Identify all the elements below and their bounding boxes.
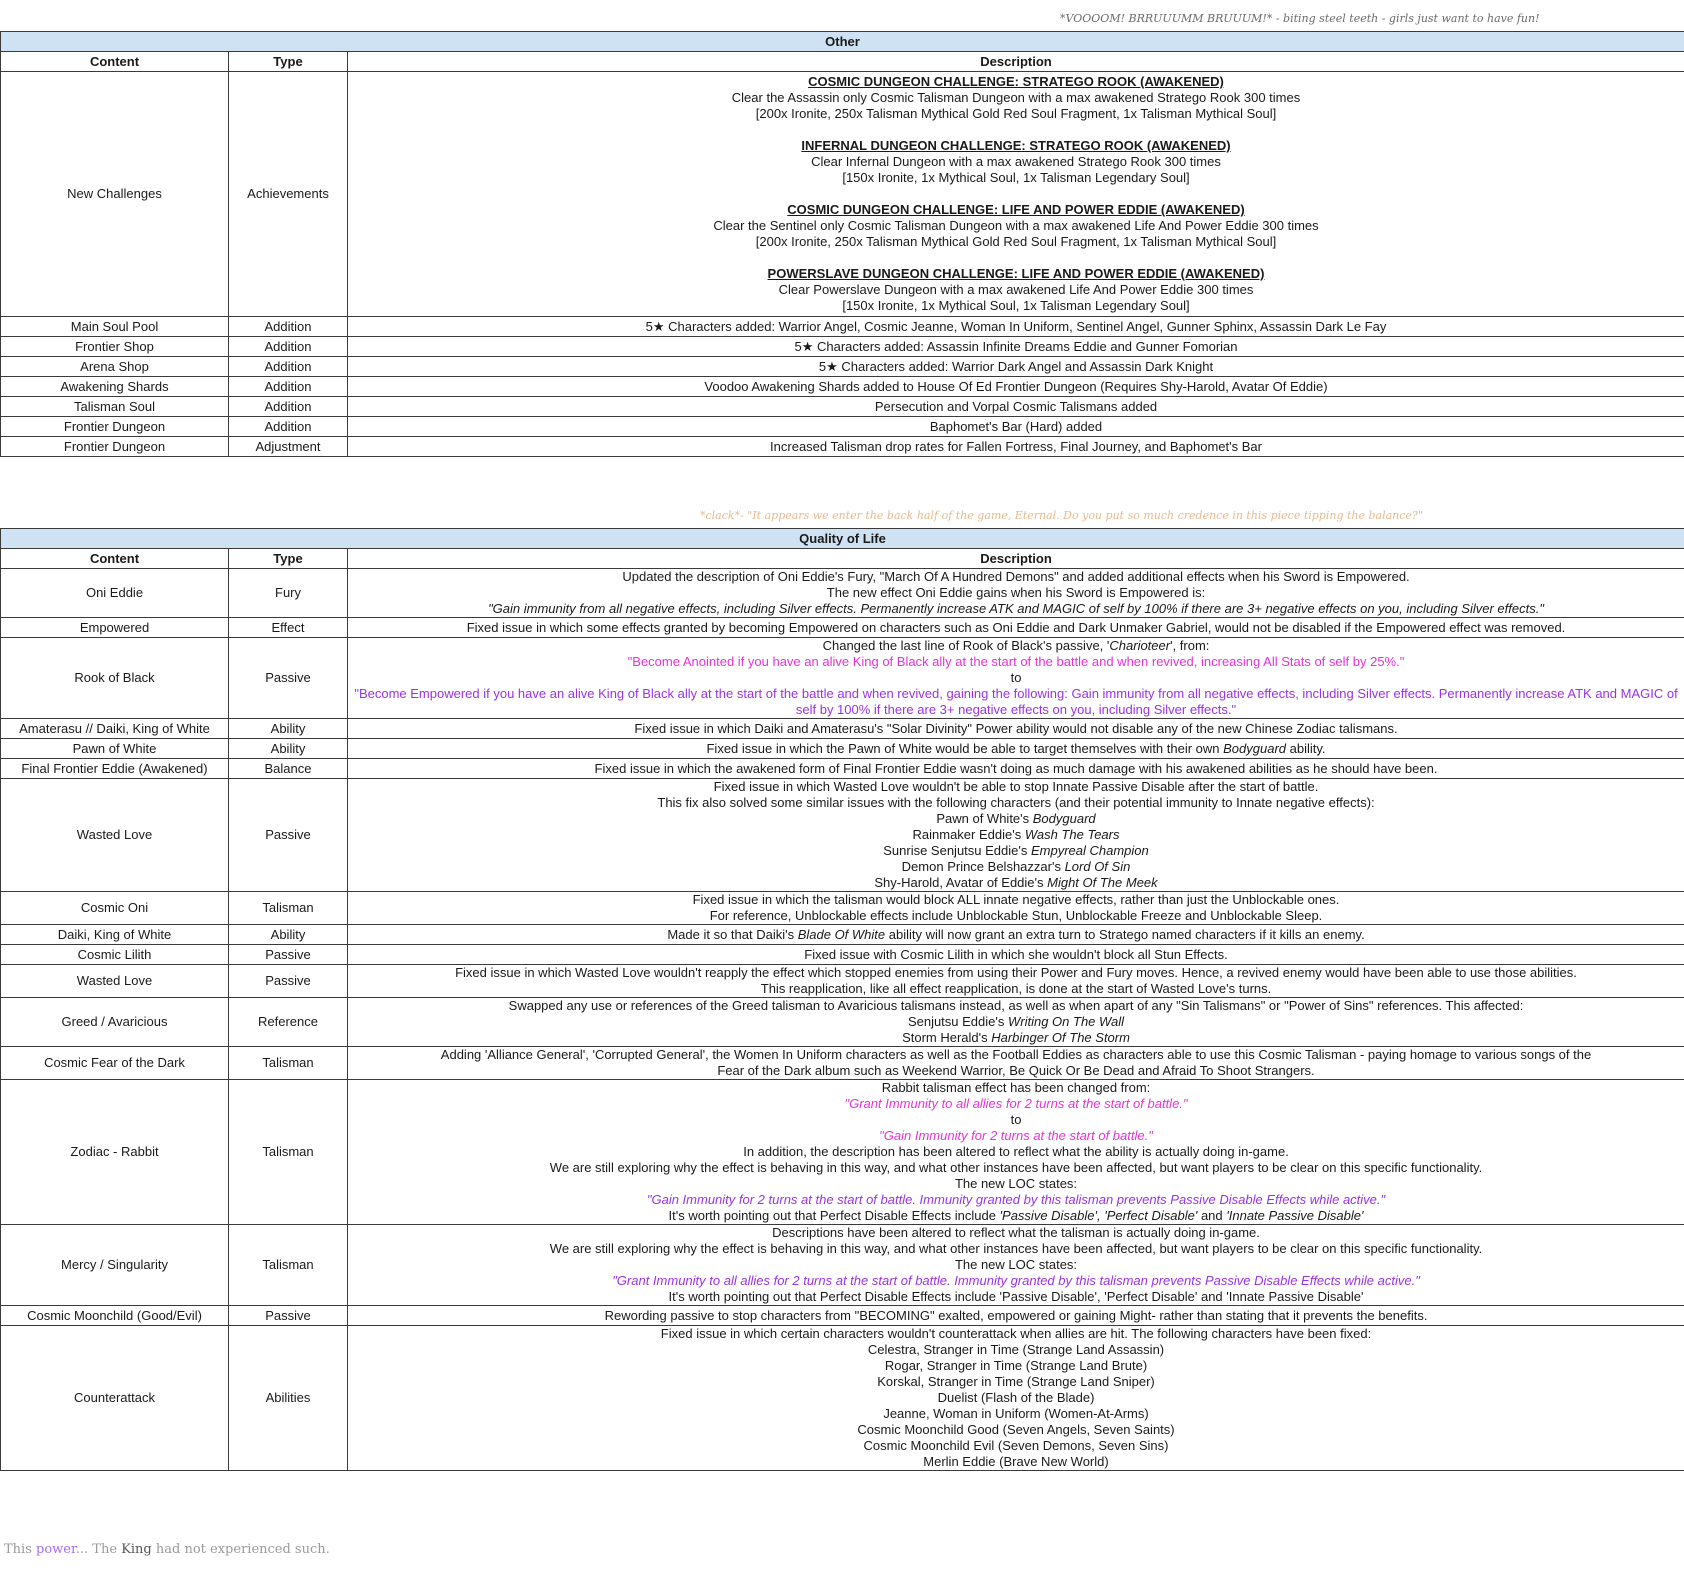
- section-title-other: Other: [1, 32, 1684, 52]
- content-cell: Final Frontier Eddie (Awakened): [1, 759, 229, 779]
- type-cell: Adjustment: [229, 437, 348, 457]
- loc-text: "Gain Immunity for 2 turns at the start of battle. Immunity granted by this talisman prevents Passive Disable Effects while active.": [646, 1192, 1386, 1207]
- type-cell: Abilities: [229, 1326, 348, 1471]
- type-cell: Talisman: [229, 892, 348, 925]
- content-cell: Frontier Shop: [1, 337, 229, 357]
- description-cell: [348, 569, 1684, 618]
- desc-line: Swapped any use or references of the Greed talisman to Avaricious talismans instead, as well as when apart of any "Sin Talismans" or "Power of Sins" references. This affected:: [508, 998, 1524, 1013]
- section-title-qol: Quality of Life: [1, 529, 1684, 549]
- list-item: Merlin Eddie (Brave New World): [923, 1454, 1109, 1469]
- description-cell: [348, 72, 1684, 317]
- description-cell: Fixed issue in which some effects granted by becoming Empowered on characters such as Oni Eddie and Dark Unmaker Gabriel, would not be disabled if the Empowered effect was removed.: [348, 618, 1684, 638]
- table-row: [1, 1326, 1684, 1471]
- table-row: [1, 377, 1684, 397]
- content-cell: Cosmic Lilith: [1, 945, 229, 965]
- type-cell: Ability: [229, 719, 348, 739]
- type-cell: Reference: [229, 998, 348, 1047]
- table-row: [1, 719, 1684, 739]
- type-cell: Passive: [229, 638, 348, 719]
- type-cell: Addition: [229, 357, 348, 377]
- type-cell: Passive: [229, 965, 348, 998]
- challenge-title: POWERSLAVE DUNGEON CHALLENGE: LIFE AND POWER EDDIE (AWAKENED): [767, 266, 1265, 281]
- list-item: Duelist (Flash of the Blade): [937, 1390, 1095, 1405]
- list-item: Cosmic Moonchild Evil (Seven Demons, Seven Sins): [863, 1438, 1169, 1453]
- description-cell: 5★ Characters added: Assassin Infinite Dreams Eddie and Gunner Fomorian: [348, 337, 1684, 357]
- type-cell: Effect: [229, 618, 348, 638]
- challenge-line: Clear Infernal Dungeon with a max awakened Stratego Rook 300 times: [811, 154, 1221, 169]
- content-cell: Empowered: [1, 618, 229, 638]
- text-span: ability.: [1286, 740, 1326, 756]
- type-cell: Fury: [229, 569, 348, 618]
- content-cell: Talisman Soul: [1, 397, 229, 417]
- challenge-reward: [200x Ironite, 250x Talisman Mythical Gold Red Soul Fragment, 1x Talisman Mythical Soul]: [755, 234, 1277, 249]
- content-cell: Awakening Shards: [1, 377, 229, 397]
- table-row: [1, 998, 1684, 1047]
- description-cell: Persecution and Vorpal Cosmic Talismans added: [348, 397, 1684, 417]
- description-cell: [348, 1080, 1684, 1225]
- description-cell: Baphomet's Bar (Hard) added: [348, 417, 1684, 437]
- text-span: Fixed issue in which the Pawn of White would be able to target themselves with their own: [706, 740, 1224, 756]
- list-item: Rogar, Stranger in Time (Strange Land Brute): [884, 1358, 1148, 1373]
- table-row: [1, 779, 1684, 892]
- content-cell: Rook of Black: [1, 638, 229, 719]
- table-row: [1, 759, 1684, 779]
- description-cell: Fixed issue in which Daiki and Amaterasu's "Solar Divinity" Power ability would not disable any of the new Chinese Zodiac talismans.: [348, 719, 1684, 739]
- description-cell: [348, 779, 1684, 892]
- content-cell: Cosmic Oni: [1, 892, 229, 925]
- new-text: "Gain Immunity for 2 turns at the start of battle.": [879, 1128, 1153, 1143]
- list-item: Storm Herald's Harbinger Of The Storm: [902, 1030, 1130, 1045]
- content-cell: Cosmic Moonchild (Good/Evil): [1, 1306, 229, 1326]
- challenge-reward: [150x Ironite, 1x Mythical Soul, 1x Talisman Legendary Soul]: [842, 298, 1190, 313]
- content-cell: Daiki, King of White: [1, 925, 229, 945]
- challenge-title: COSMIC DUNGEON CHALLENGE: STRATEGO ROOK (AWAKENED): [808, 74, 1224, 89]
- list-item: Celestra, Stranger in Time (Strange Land Assassin): [867, 1342, 1165, 1357]
- desc-line: In addition, the description has been altered to reflect what the ability is actually doing in-game.: [743, 1144, 1289, 1159]
- description-cell: Fixed issue with Cosmic Lilith in which she wouldn't block all Stun Effects.: [348, 945, 1684, 965]
- desc-line: Fixed issue in which Wasted Love wouldn't be able to stop Innate Passive Disable after the start of battle.: [713, 779, 1319, 794]
- desc-line: Rabbit talisman effect has been changed from:: [881, 1080, 1151, 1095]
- table-row: [1, 397, 1684, 417]
- content-cell: Frontier Dungeon: [1, 437, 229, 457]
- desc-line: Fixed issue in which Wasted Love wouldn't reapply the effect which stopped enemies from using their Power and Fury moves. Hence, a revived enemy would have been able to use those abilities.: [455, 965, 1577, 980]
- table-row: [1, 1047, 1684, 1080]
- type-cell: Talisman: [229, 1047, 348, 1080]
- type-cell: Addition: [229, 337, 348, 357]
- old-text: "Grant Immunity to all allies for 2 turns at the start of battle.": [844, 1096, 1188, 1111]
- desc-line: Fixed issue in which certain characters wouldn't counterattack when allies are hit. The following characters have been fixed:: [660, 1326, 1372, 1341]
- challenge-title: INFERNAL DUNGEON CHALLENGE: STRATEGO ROOK (AWAKENED): [801, 138, 1231, 153]
- table-row: [1, 437, 1684, 457]
- column-header-content: Content: [1, 52, 229, 72]
- description-cell: Fixed issue in which the awakened form of Final Frontier Eddie wasn't doing as much damage with his awakened abilities as he should have been.: [348, 759, 1684, 779]
- description-cell: [348, 998, 1684, 1047]
- desc-line: Fear of the Dark album such as Weekend Warrior, Be Quick Or Be Dead and Afraid To Shoot Strangers.: [717, 1063, 1315, 1078]
- table-row: [1, 892, 1684, 925]
- type-cell: Achievements: [229, 72, 348, 317]
- text-span: Made it so that Daiki's: [667, 926, 798, 942]
- challenge-reward: [150x Ironite, 1x Mythical Soul, 1x Talisman Legendary Soul]: [842, 170, 1190, 185]
- table-row: [1, 1080, 1684, 1225]
- description-cell: [348, 1326, 1684, 1471]
- text-span: Changed the last line of Rook of Black's passive, ': [822, 638, 1110, 653]
- description-cell: [348, 638, 1684, 719]
- challenge-line: Clear the Sentinel only Cosmic Talisman Dungeon with a max awakened Life And Power Eddie 300 times: [713, 218, 1319, 233]
- column-header-description: Description: [348, 549, 1684, 569]
- description-cell: [348, 1047, 1684, 1080]
- ability-name: Bodyguard: [1223, 740, 1287, 756]
- type-cell: Addition: [229, 417, 348, 437]
- desc-line: Updated the description of Oni Eddie's Fury, "March Of A Hundred Demons" and added additional effects when his Sword is Empowered.: [622, 569, 1410, 584]
- desc-line: Adding 'Alliance General', 'Corrupted General', the Women In Uniform characters as well as the Football Eddies as characters able to use this Cosmic Talisman - paying homage to various songs of the: [440, 1047, 1592, 1062]
- desc-line: We are still exploring why the effect is behaving in this way, and what other instances have been affected, but want players to be clear on this specific functionality.: [549, 1241, 1483, 1256]
- list-item: Demon Prince Belshazzar's Lord Of Sin: [901, 859, 1131, 874]
- table-row: [1, 638, 1684, 719]
- column-header-content: Content: [1, 549, 229, 569]
- desc-line: This fix also solved some similar issues with the following characters (and their potential immunity to Innate negative effects):: [657, 795, 1375, 810]
- content-cell: Arena Shop: [1, 357, 229, 377]
- type-cell: Ability: [229, 739, 348, 759]
- table-row: [1, 945, 1684, 965]
- flavor-quote-middle: *clack*- "It appears we enter the back half of the game, Eternal. Do you put so much credence in this piece tipping the balance?": [700, 509, 1423, 522]
- content-cell: Pawn of White: [1, 739, 229, 759]
- description-cell: Voodoo Awakening Shards added to House Of Ed Frontier Dungeon (Requires Shy-Harold, Avatar Of Eddie): [348, 377, 1684, 397]
- quality-of-life-table: [0, 528, 1684, 1471]
- table-row: [1, 317, 1684, 337]
- challenge-line: Clear the Assassin only Cosmic Talisman Dungeon with a max awakened Stratego Rook 300 times: [731, 90, 1301, 105]
- table-row: [1, 1306, 1684, 1326]
- table-row: [1, 965, 1684, 998]
- type-cell: Balance: [229, 759, 348, 779]
- desc-line: The new effect Oni Eddie gains when his Sword is Empowered is:: [826, 585, 1206, 600]
- desc-quote: "Gain immunity from all negative effects, including Silver effects. Permanently increase ATK and MAGIC of self by 100% if there are 3+ negative effects on you, including Silver effects.": [488, 601, 1544, 616]
- desc-line: to: [1010, 670, 1022, 685]
- content-cell: New Challenges: [1, 72, 229, 317]
- table-row: [1, 925, 1684, 945]
- challenge-reward: [200x Ironite, 250x Talisman Mythical Gold Red Soul Fragment, 1x Talisman Mythical Soul]: [755, 106, 1277, 121]
- list-item: Pawn of White's Bodyguard: [936, 811, 1096, 826]
- desc-line: to: [1010, 1112, 1022, 1127]
- desc-line: The new LOC states:: [954, 1176, 1078, 1191]
- desc-line: Fixed issue in which the talisman would block ALL innate negative effects, rather than just the Unblockable ones.: [692, 892, 1340, 907]
- description-cell: 5★ Characters added: Warrior Dark Angel and Assassin Dark Knight: [348, 357, 1684, 377]
- loc-text: "Grant Immunity to all allies for 2 turns at the start of battle. Immunity granted by this talisman prevents Passive Disable Effects while active.": [612, 1273, 1420, 1288]
- ability-name: Charioteer: [1109, 638, 1171, 653]
- type-cell: Addition: [229, 317, 348, 337]
- table-row: [1, 417, 1684, 437]
- content-cell: Greed / Avaricious: [1, 998, 229, 1047]
- list-item: Cosmic Moonchild Good (Seven Angels, Seven Saints): [857, 1422, 1175, 1437]
- type-cell: Talisman: [229, 1225, 348, 1306]
- table-row: [1, 1225, 1684, 1306]
- desc-line: It's worth pointing out that Perfect Disable Effects include 'Passive Disable', 'Perfect Disable' and 'Innate Passive Disable': [668, 1208, 1364, 1223]
- table-row: [1, 337, 1684, 357]
- content-cell: Zodiac - Rabbit: [1, 1080, 229, 1225]
- list-item: Jeanne, Woman in Uniform (Women-At-Arms): [883, 1406, 1149, 1421]
- description-cell: [348, 965, 1684, 998]
- type-cell: Addition: [229, 397, 348, 417]
- description-cell: [348, 892, 1684, 925]
- ability-name: Blade Of White: [797, 926, 886, 942]
- content-cell: Wasted Love: [1, 965, 229, 998]
- list-item: Shy-Harold, Avatar of Eddie's Might Of The Meek: [874, 875, 1158, 890]
- desc-line: It's worth pointing out that Perfect Disable Effects include 'Passive Disable', 'Perfect Disable' and 'Innate Passive Disable': [668, 1289, 1364, 1304]
- table-row: [1, 569, 1684, 618]
- column-header-description: Description: [348, 52, 1684, 72]
- content-cell: Oni Eddie: [1, 569, 229, 618]
- content-cell: Main Soul Pool: [1, 317, 229, 337]
- type-cell: Addition: [229, 377, 348, 397]
- text-span: ability will now grant an extra turn to Stratego named characters if it kills an enemy.: [885, 926, 1365, 942]
- list-item: Sunrise Senjutsu Eddie's Empyreal Champion: [883, 843, 1149, 858]
- table-row: [1, 739, 1684, 759]
- type-cell: Passive: [229, 945, 348, 965]
- list-item: Rainmaker Eddie's Wash The Tears: [912, 827, 1120, 842]
- type-cell: Passive: [229, 1306, 348, 1326]
- column-header-type: Type: [229, 52, 348, 72]
- description-cell: Rewording passive to stop characters from "BECOMING" exalted, empowered or gaining Might- rather than stating that it prevents the benefits.: [348, 1306, 1684, 1326]
- type-cell: Ability: [229, 925, 348, 945]
- content-cell: Mercy / Singularity: [1, 1225, 229, 1306]
- text-span: ', from:: [1170, 638, 1210, 653]
- other-table: [0, 31, 1684, 457]
- challenge-line: Clear Powerslave Dungeon with a max awakened Life And Power Eddie 300 times: [778, 282, 1254, 297]
- desc-line: [351, 638, 1681, 654]
- footer-text: This power... The King had not experienced such.: [4, 1542, 330, 1557]
- challenge-title: COSMIC DUNGEON CHALLENGE: LIFE AND POWER EDDIE (AWAKENED): [787, 202, 1245, 217]
- desc-line: The new LOC states:: [954, 1257, 1078, 1272]
- table-row: [1, 357, 1684, 377]
- content-cell: Frontier Dungeon: [1, 417, 229, 437]
- list-item: Senjutsu Eddie's Writing On The Wall: [907, 1014, 1125, 1029]
- flavor-quote-top: *VOOOOM! BRRUUUMM BRUUUM!* - biting steel teeth - girls just want to have fun!: [1060, 12, 1540, 25]
- type-cell: Talisman: [229, 1080, 348, 1225]
- list-item: Korskal, Stranger in Time (Strange Land Sniper): [877, 1374, 1155, 1389]
- old-text: "Become Anointed if you have an alive King of Black ally at the start of the battle and when revived, increasing All Stats of self by 25%.": [627, 654, 1405, 669]
- description-cell: [348, 1225, 1684, 1306]
- description-cell: [348, 925, 1684, 945]
- column-header-type: Type: [229, 549, 348, 569]
- new-text: "Become Empowered if you have an alive King of Black ally at the start of the battle and when revived, gaining the following: Gain immunity from all negative effects, including Silver effects. Permanently increase ATK and MAGIC of self by 100% if there are 3+ negative effects on you, including Silver effects.": [354, 686, 1678, 717]
- table-row: [1, 618, 1684, 638]
- type-cell: Passive: [229, 779, 348, 892]
- description-cell: Increased Talisman drop rates for Fallen Fortress, Final Journey, and Baphomet's Bar: [348, 437, 1684, 457]
- content-cell: Amaterasu // Daiki, King of White: [1, 719, 229, 739]
- content-cell: Counterattack: [1, 1326, 229, 1471]
- content-cell: Wasted Love: [1, 779, 229, 892]
- table-row: [1, 72, 1684, 317]
- description-cell: 5★ Characters added: Warrior Angel, Cosmic Jeanne, Woman In Uniform, Sentinel Angel, Gunner Sphinx, Assassin Dark Le Fay: [348, 317, 1684, 337]
- description-cell: [348, 739, 1684, 759]
- desc-line: For reference, Unblockable effects include Unblockable Stun, Unblockable Freeze and Unblockable Sleep.: [709, 908, 1323, 923]
- content-cell: Cosmic Fear of the Dark: [1, 1047, 229, 1080]
- desc-line: Descriptions have been altered to reflect what the talisman is actually doing in-game.: [772, 1225, 1260, 1240]
- desc-line: We are still exploring why the effect is behaving in this way, and what other instances have been affected, but want players to be clear on this specific functionality.: [549, 1160, 1483, 1175]
- desc-line: This reapplication, like all effect reapplication, is done at the start of Wasted Love's turns.: [760, 981, 1272, 996]
